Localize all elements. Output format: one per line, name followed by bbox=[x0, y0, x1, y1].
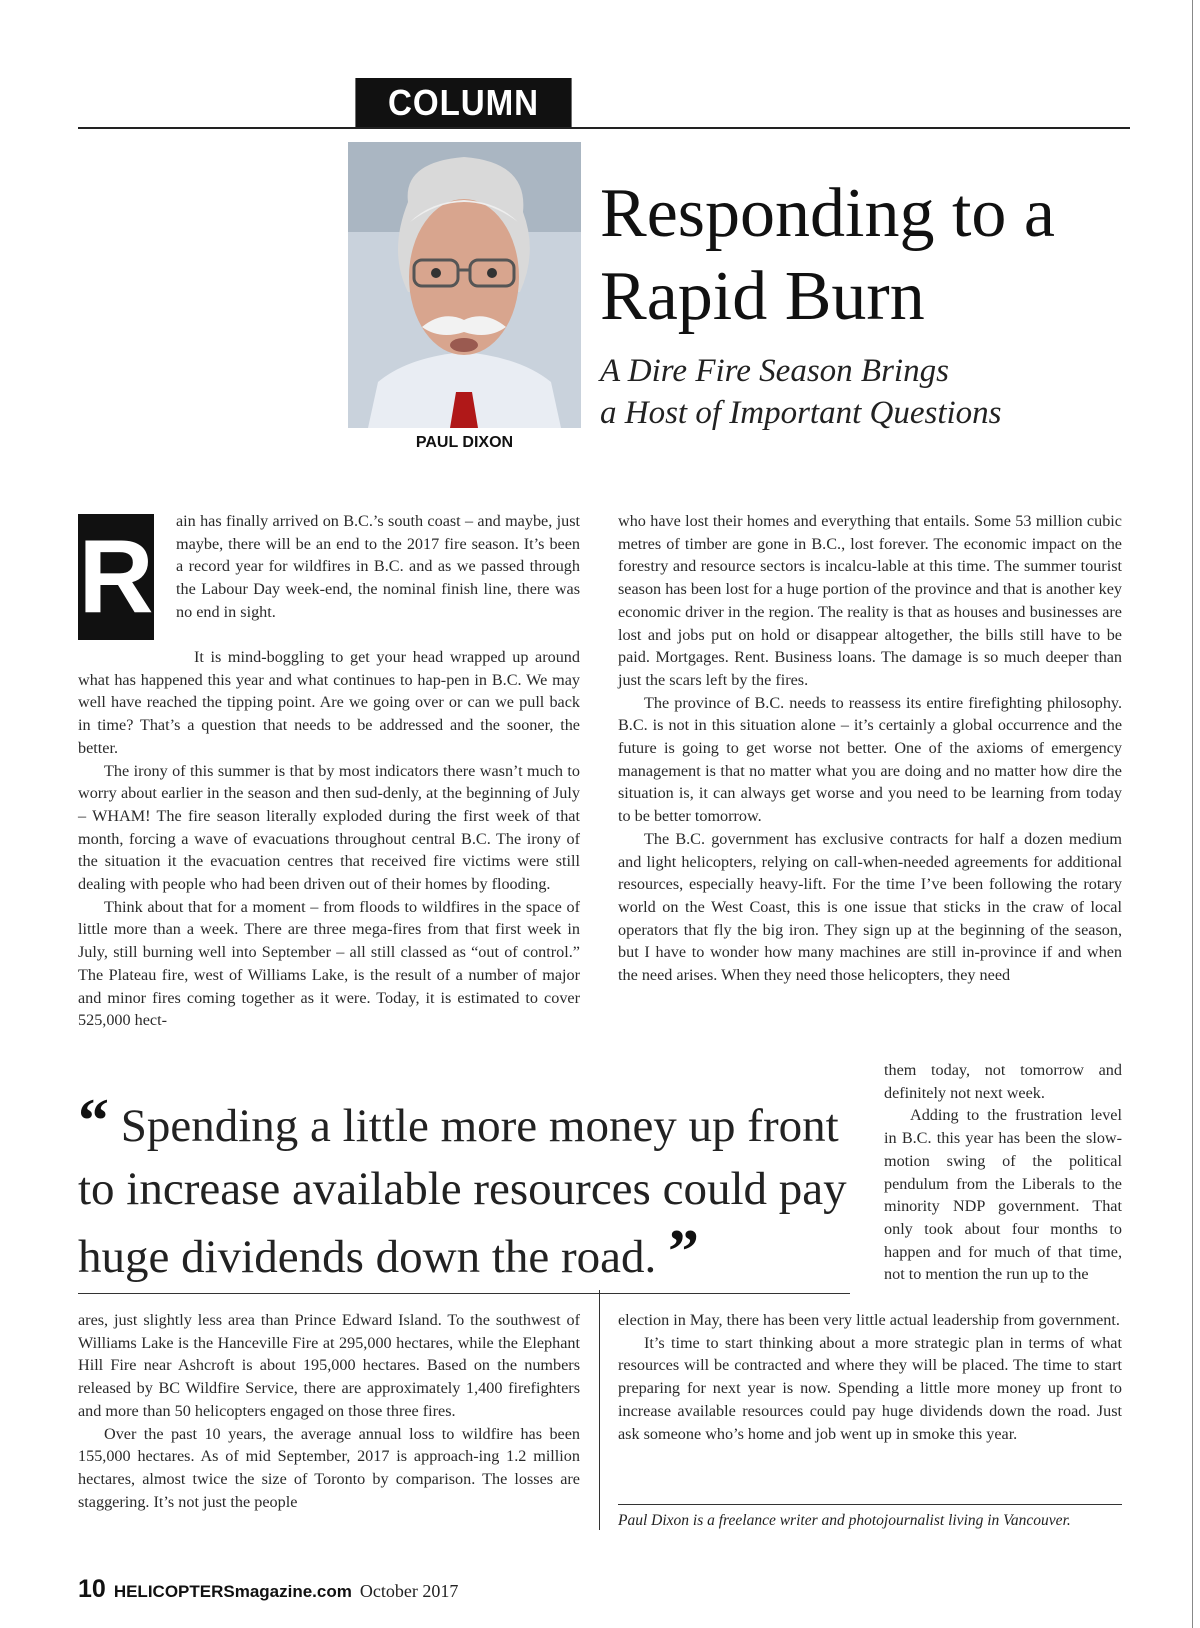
column-2-narrow bbox=[884, 1059, 1122, 1286]
column-2-top bbox=[618, 510, 1122, 987]
header-rule bbox=[78, 127, 1130, 129]
pull-quote bbox=[78, 1087, 878, 1289]
column-2-bottom bbox=[618, 1309, 1122, 1445]
paragraph: The B.C. government has exclusive contracts for half a dozen medium and light helicopters, relying on call-when-needed agreements for additional resources, especially heavy-lift. For the time I’ve been following the rotary world on the West Coast, this is one issue that sticks in the craw of local operators that fly the big iron. They sign up at the beginning of the season, but I have to wonder how many machines are still in-province if and when the need arises. When they need those helicopters, they need bbox=[618, 829, 1122, 985]
paragraph: The irony of this summer is that by most indicators there wasn’t much to worry about earlier in the season and then sud-denly, at the beginning of July – WHAM! The fire season literally exploded during the first week of that month, forcing a wave of evacuations throughout central B.C. The irony of the situation it the evacuation centres that received fire victims were still dealing with people who had been driven out of their homes by flooding. bbox=[78, 761, 580, 894]
open-quote-mark: “ bbox=[78, 1087, 109, 1155]
paragraph: ares, just slightly less area than Prince Edward Island. To the southwest of Williams Lake is the Hanceville Fire at 295,000 hectares, while the Elephant Hill Fire near Ashcroft is about 195,000 hectares. Based on the numbers released by BC Wildfire Service, there are approximately 1,400 firefighters and more than 50 helicopters engaged on those three fires. bbox=[78, 1311, 580, 1420]
page-number: 10 bbox=[78, 1575, 106, 1603]
page-edge bbox=[1192, 0, 1193, 1628]
opening-paragraph bbox=[176, 510, 580, 624]
author-photo bbox=[348, 142, 581, 428]
bio-rule bbox=[618, 1504, 1122, 1505]
column-1-top bbox=[78, 646, 580, 1032]
paragraph: them today, not tomorrow and definitely not next week. bbox=[884, 1061, 1122, 1102]
author-name: PAUL DIXON bbox=[415, 434, 514, 451]
paragraph: election in May, there has been very little actual leadership from government. bbox=[618, 1311, 1120, 1329]
close-quote-mark: ” bbox=[668, 1218, 700, 1286]
issue-date: October 2017 bbox=[359, 1581, 459, 1601]
drop-cap: R bbox=[78, 514, 154, 640]
paragraph: The province of B.C. needs to reassess its entire firefighting philosophy. B.C. is not in this situation alone – it’s certainly a global occurrence and the future is going to get worse not better. One of the axioms of emergency management is that no matter what you are doing and no matter how dire the situation is, it can always get worse and you need to be learning from today to be better tomorrow. bbox=[618, 693, 1122, 826]
subhead-line-1: A Dire Fire Season Brings bbox=[600, 353, 949, 389]
subheadline bbox=[600, 350, 1160, 434]
opening-text: ain has finally arrived on B.C.’s south coast – and maybe, just maybe, there will be an end to the 2017 fire season. It’s been a record year for wildfires in B.C. and as we passed through the Labour Day week-end, the nominal finish line, there was no end in sight. bbox=[176, 512, 580, 621]
column-1-bottom bbox=[78, 1309, 580, 1513]
headline: Responding to a Rapid Burn bbox=[600, 175, 1055, 335]
pull-quote-text: Spending a little more money up front to increase available resources could pay huge dividends down the road. bbox=[78, 1100, 847, 1283]
pull-quote-rule bbox=[78, 1293, 850, 1294]
subhead-line-2: a Host of Important Questions bbox=[600, 395, 1002, 431]
magazine-site: HELICOPTERSmagazine.com bbox=[113, 1582, 352, 1601]
paragraph: It is mind-boggling to get your head wrapped up around what has happened this year and what continues to hap-pen in B.C. We may well have reached the tipping point. Are we going over or can we pull back in time? That’s a question that needs to be addressed and the sooner, the better. bbox=[78, 648, 580, 757]
paragraph: It’s time to start thinking about a more strategic plan in terms of what resources will be contracted and where they will be placed. The time to start preparing for next year is now. Spending a little more money up front to increase available resources could pay huge dividends down the road. Just ask someone who’s home and job went up in smoke this year. bbox=[618, 1333, 1122, 1443]
paragraph: who have lost their homes and everything that entails. Some 53 million cubic metres of timber are gone in B.C., lost forever. The economic impact on the forestry and resource sectors is incalcu-lable at this time. The summer tourist season has been lost for a huge portion of the province and that is another key economic driver in the region. The reality is that as houses and businesses are lost and jobs put on hold or disappear altogether, the bills still have to be paid. Mortgages. Rent. Business loans. The damage is so much deeper than just the scars left by the fires. bbox=[618, 512, 1122, 689]
portrait-illustration bbox=[348, 142, 581, 428]
author-bio: Paul Dixon is a freelance writer and photojournalist living in Vancouver. bbox=[618, 1512, 1071, 1529]
paragraph: Adding to the frustration level in B.C. this year has been the slow-motion swing of the political pendulum from the Liberals to the minority NDP government. That only took about four months to happen and for much of that time, not to mention the run up to the bbox=[884, 1106, 1122, 1284]
page-footer bbox=[78, 1575, 458, 1604]
paragraph: Think about that for a moment – from floods to wildfires in the space of little more than a week. There are three mega-fires from that first week in July, still burning well into September – all still classed as “out of control.” The Plateau fire, west of Williams Lake, is the result of a number of major and minor fires coming together as it were. Today, it is estimated to cover 525,000 hect- bbox=[78, 897, 580, 1030]
section-label: COLUMN bbox=[355, 78, 571, 128]
column-divider bbox=[599, 1290, 600, 1530]
paragraph: Over the past 10 years, the average annual loss to wildfire has been 155,000 hectares. As of mid September, 2017 is approach-ing 1.2 million hectares, almost twice the size of Toronto by comparison. The losses are staggering. It’s not just the people bbox=[78, 1424, 580, 1511]
